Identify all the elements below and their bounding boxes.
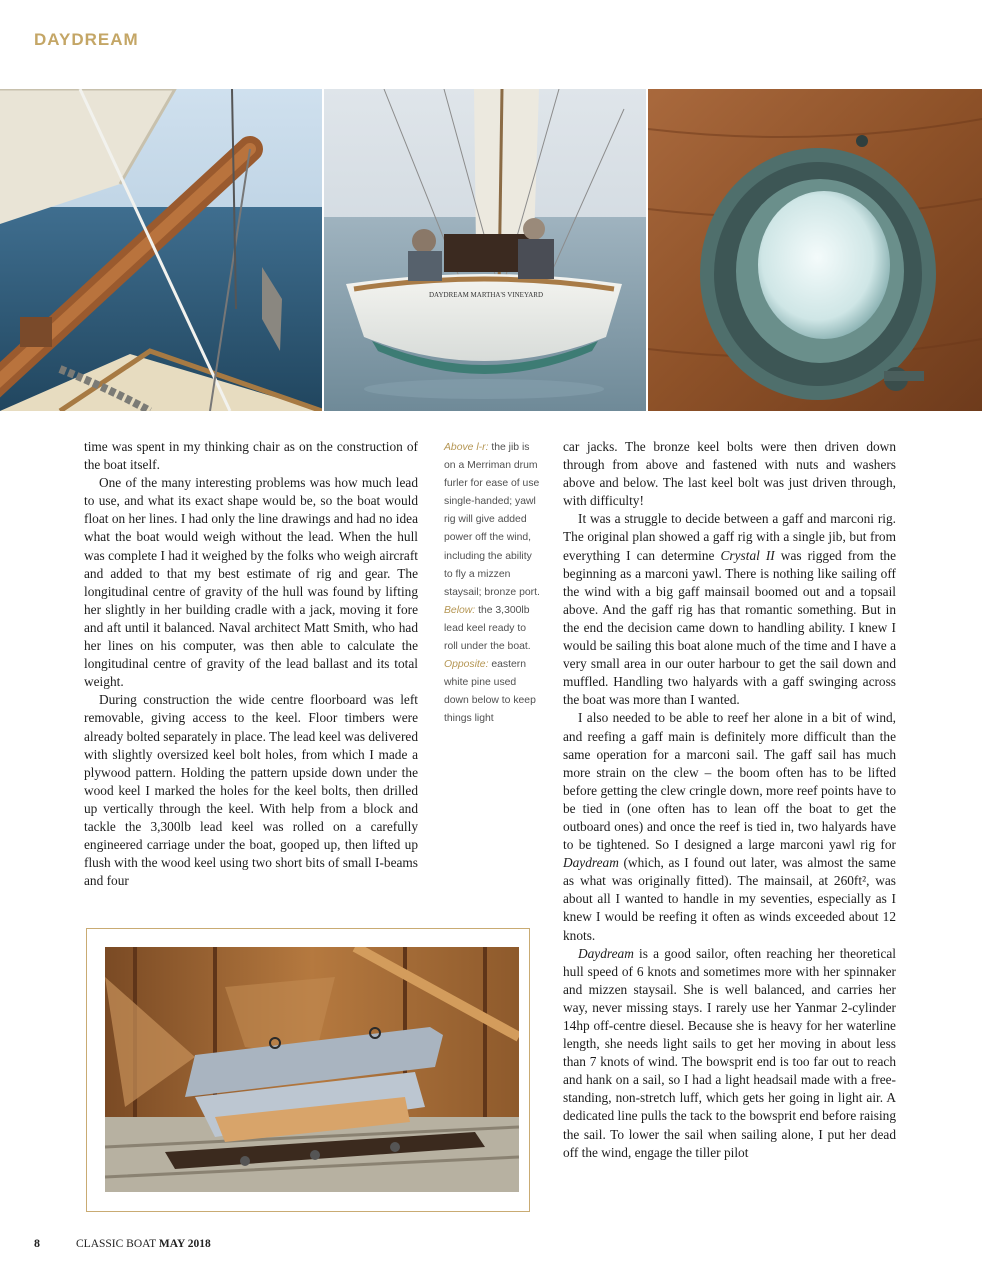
paragraph: car jacks. The bronze keel bolts were then driven down through from above and fastened with nuts and washers above and below. The last keel bolt was just driven through, with difficulty!	[563, 439, 896, 509]
boat-name: Crystal II	[720, 547, 775, 563]
paragraph	[563, 709, 896, 944]
boat-name: Daydream	[578, 945, 634, 961]
caption-label: Below:	[444, 604, 476, 616]
page-number: 8	[34, 1236, 40, 1250]
caption-text: the jib is on a Merriman drum furler for ease of use single-handed; yawl rig will give added power off the wind, including the ability to fly a mizzen staysail; bronze port.	[444, 442, 540, 598]
boat-name: Daydream	[563, 855, 619, 871]
paragraph: One of the many interesting problems was how much lead to use, and what its exact shape would be, so the boat would float on her lines. I had only the line drawings and had no idea what the boat would weigh without the lead. When the hull was complete I had it weighed by the folks who weigh aircraft and added to that my best estimate of rig and gear. The longitudinal centre of gravity of the hull was found by lifting her slightly in her building cradle with a jack, moving it fore and aft until it balanced. Naval architect Matt Smith, who had her lines on his computer, was then able to calculate the longitudinal centre of gravity of the lead ballast and its total weight.	[84, 475, 418, 690]
photo-caption	[444, 439, 540, 729]
magazine-name: CLASSIC BOAT	[76, 1238, 156, 1250]
paragraph: During construction the wide centre floorboard was left removable, giving access to the keel. Floor timbers were already bolted separately in place. The lead keel was delivered with slightly oversized keel bolt holes, from which I made a plywood pattern. Holding the pattern upside down under the wood keel I marked the holes for the keel bolts, then drilled up vertically through the keel. With help from a block and tackle the 3,300lb lead keel was rolled on a carefully engineered carriage under the boat, gooped up, then lifted up flush with the wood keel using two short bits of small I-beams and four	[84, 692, 418, 889]
issue-date: MAY 2018	[158, 1238, 211, 1250]
transom-name: DAYDREAM MARTHA'S VINEYARD	[428, 291, 544, 299]
page-footer	[34, 1236, 211, 1251]
caption-text: the 3,300lb lead keel ready to roll under the boat.	[444, 604, 531, 653]
text-run: is a good sailor, often reaching her theoretical hull speed of 6 knots and sometimes more with her spinnaker and mizzen staysail. She is well balanced, and carries her way, never missing stays. I rarely use her Yanmar 2-cylinder 14hp off-centre diesel. Because she is heavy for her waterline length, she needs light sails to get her moving in about less than 7 knots of wind. The bowsprit end is too far out to reach and hank on a sail, so I had a light headsail made with a free-standing, non-stretch luff, which gets her going in light air. A dedicated line pulls the tack to the bowsprit end before raising the sail. To lower the sail when sailing alone, I put her dead off the wind, engage the tiller pilot	[563, 945, 896, 1160]
lead-keel-photo	[105, 947, 519, 1192]
paragraph	[563, 510, 896, 709]
text-run: I also needed to be able to reef her alone in a bit of wind, and reefing a gaff main is definitely more difficult than the same operation for a marconi sail. The gaff sail has much more strain on the clew – the boom often has to be lifted before getting the clew cringle down, more reef points have to be tied in (one often has to lean off the boat to get the outboard ones) and once the reef is tied in, two halyards have to be tightened. So I designed a large marconi yawl rig for	[563, 710, 896, 853]
caption-label: Above l-r:	[444, 442, 489, 453]
keel-photo-frame	[86, 928, 530, 1212]
caption-text: eastern white pine used down below to keep things light	[444, 659, 536, 725]
paragraph: time was spent in my thinking chair as on the construction of the boat itself.	[84, 439, 418, 473]
text-run: (which, as I found out later, was almost the same as what was originally fitted). The mainsail, at 260ft², was about all I wanted to handle in my seventies, especially as I knew I would be reefing it often as winds exceeded about 12 knots.	[563, 855, 896, 943]
text-run: was rigged from the beginning as a marconi yawl. There is nothing like sailing off the wind with a big gaff mainsail boomed out and a topsail above. And the gaff rig has that romantic something. But in the end the decision came down to handling ability. I knew I would be sailing this boat alone much of the time and I have a very small area in our outer harbour to get the sail down and muffled. Handling two halyards with a gaff swinging across the boat was more than I wanted.	[563, 547, 896, 708]
body-column-right	[563, 438, 896, 1162]
paragraph	[563, 945, 896, 1162]
caption-label: Opposite:	[444, 659, 489, 671]
bronze-porthole-photo	[648, 89, 982, 411]
bow-jib-furler-photo	[0, 89, 322, 411]
section-label: DAYDREAM	[34, 30, 139, 49]
body-column-left	[84, 438, 418, 890]
stern-yawl-rig-photo	[324, 89, 646, 411]
text-run: It was a struggle to decide between a gaff and marconi rig. The original plan showed a gaff rig with a single jib, but from everything I can determine	[563, 511, 896, 563]
